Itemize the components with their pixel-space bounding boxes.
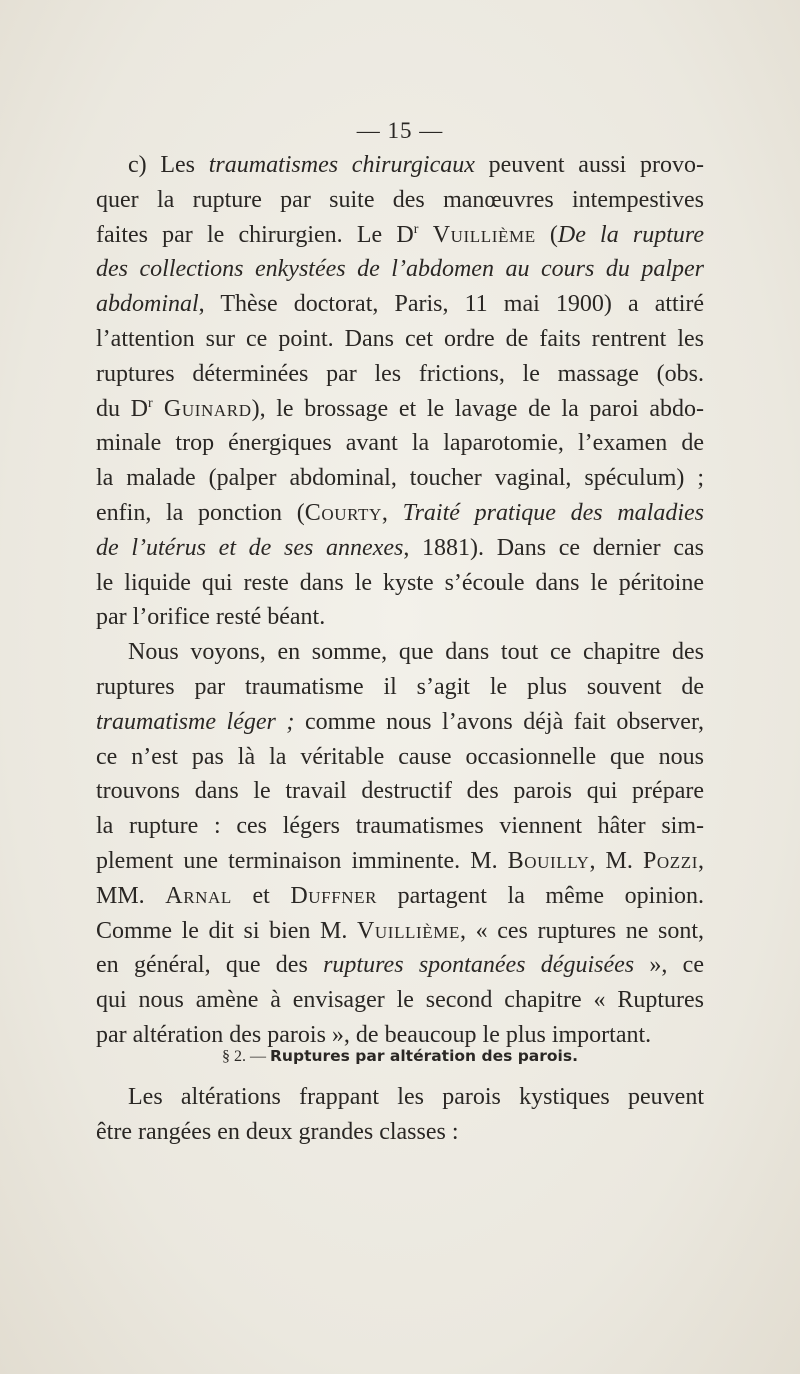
- text-line: par altération des parois », de beaucoup le plus important.: [96, 1021, 652, 1048]
- author-name: Courty: [304, 499, 382, 526]
- text-span: , « ces ruptures ne sont,: [459, 917, 704, 944]
- text-line: [96, 496, 704, 531]
- text-line: [96, 531, 704, 566]
- author-name: Vuillième: [418, 221, 536, 248]
- italic-title: de l’utérus et de ses annexes: [96, 534, 404, 561]
- section-title: Ruptures par altération des parois.: [270, 1047, 578, 1065]
- text-span: , 1881). Dans ce dernier cas: [403, 534, 704, 561]
- text-line: ce n’est pas là la véritable cause occasionnelle que nous: [96, 743, 704, 770]
- text-line: Les altérations frappant les parois kystiques peuvent: [128, 1084, 704, 1110]
- text-span: peuvent aussi provo-: [474, 152, 704, 178]
- author-name: Duffner: [290, 882, 378, 909]
- superscript: r: [413, 221, 419, 237]
- text-line: être rangées en deux grandes classes :: [96, 1118, 459, 1145]
- body-text: [96, 148, 704, 1053]
- text-line: [96, 252, 704, 287]
- author-name: Pozzi: [642, 847, 698, 874]
- text-span: comme nous l’avons déjà fait observer,: [294, 708, 704, 735]
- text-line: trouvons dans le travail destructif des parois qui prépare: [96, 778, 704, 805]
- section-heading: [0, 1047, 800, 1066]
- text-span: (: [535, 221, 558, 248]
- italic-term: traumatismes chirurgicaux: [208, 152, 475, 178]
- text-span: c) Les: [128, 152, 209, 178]
- text-span: ), le brossage et le lavage de la paroi abdo-: [251, 395, 704, 422]
- italic-title: abdominal: [96, 291, 199, 318]
- italic-title: De la rupture: [557, 221, 705, 248]
- text-span: MM.: [96, 882, 166, 909]
- text-span: en général, que des: [96, 952, 324, 979]
- text-span: faites par le chirurgien. Le D: [96, 221, 414, 248]
- text-span: partagent la même opinion.: [377, 882, 704, 909]
- text-line: la malade (palper abdominal, toucher vaginal, spéculum) ;: [96, 465, 704, 492]
- text-line: ruptures par traumatisme il s’agit le plus souvent de: [96, 673, 704, 700]
- text-line: [96, 392, 704, 427]
- author-name: Guinard: [152, 395, 252, 422]
- text-line: [96, 914, 704, 949]
- text-line: [96, 879, 704, 914]
- text-span: plement une terminaison imminente. M.: [96, 847, 508, 874]
- italic-title: des collections enkystées de l’abdomen au cours du palper: [96, 256, 704, 283]
- italic-title: Traité pratique des maladies: [402, 499, 704, 526]
- text-span: du D: [96, 395, 148, 422]
- text-line: par l’orifice resté béant.: [96, 604, 326, 631]
- text-line: [96, 705, 704, 740]
- text-line: [96, 844, 704, 879]
- text-line: minale trop énergiques avant la laparotomie, l’examen de: [96, 430, 704, 457]
- text-span: enfin, la ponction (: [96, 499, 305, 526]
- text-line: [96, 287, 704, 322]
- text-line: qui nous amène à envisager le second chapitre « Ruptures: [96, 987, 704, 1014]
- text-line: l’attention sur ce point. Dans cet ordre de faits rentrent les: [96, 325, 704, 352]
- italic-term: traumatisme léger ;: [96, 708, 295, 735]
- superscript: r: [148, 395, 153, 411]
- text-span: ,: [381, 499, 403, 526]
- text-line: quer la rupture par suite des manœuvres intempestives: [96, 186, 704, 213]
- text-line: la rupture : ces légers traumatismes viennent hâter sim-: [96, 813, 704, 840]
- text-span: et: [231, 882, 291, 909]
- text-line: [96, 218, 704, 253]
- text-span: Comme le dit si bien M.: [96, 917, 357, 944]
- author-name: Vuillième: [357, 917, 460, 944]
- italic-term: ruptures spontanées déguisées: [323, 952, 635, 979]
- text-line: ruptures déterminées par les frictions, le massage (obs.: [96, 360, 704, 387]
- body-text-continued: [96, 1080, 704, 1150]
- section-number: § 2. —: [222, 1048, 270, 1065]
- author-name: Bouilly: [507, 847, 590, 874]
- author-name: Arnal: [165, 882, 232, 909]
- text-span: , Thèse doctorat, Paris, 11 mai 1900) a attiré: [198, 291, 704, 318]
- text-line: [96, 948, 704, 983]
- text-span: , M.: [589, 847, 643, 874]
- text-span: ,: [698, 847, 704, 874]
- text-line: Nous voyons, en somme, que dans tout ce chapitre des: [128, 639, 704, 666]
- text-line: [96, 148, 704, 183]
- page-number: — 15 —: [356, 118, 444, 143]
- text-line: le liquide qui reste dans le kyste s’écoule dans le péritoine: [96, 569, 704, 596]
- text-span: », ce: [634, 952, 704, 979]
